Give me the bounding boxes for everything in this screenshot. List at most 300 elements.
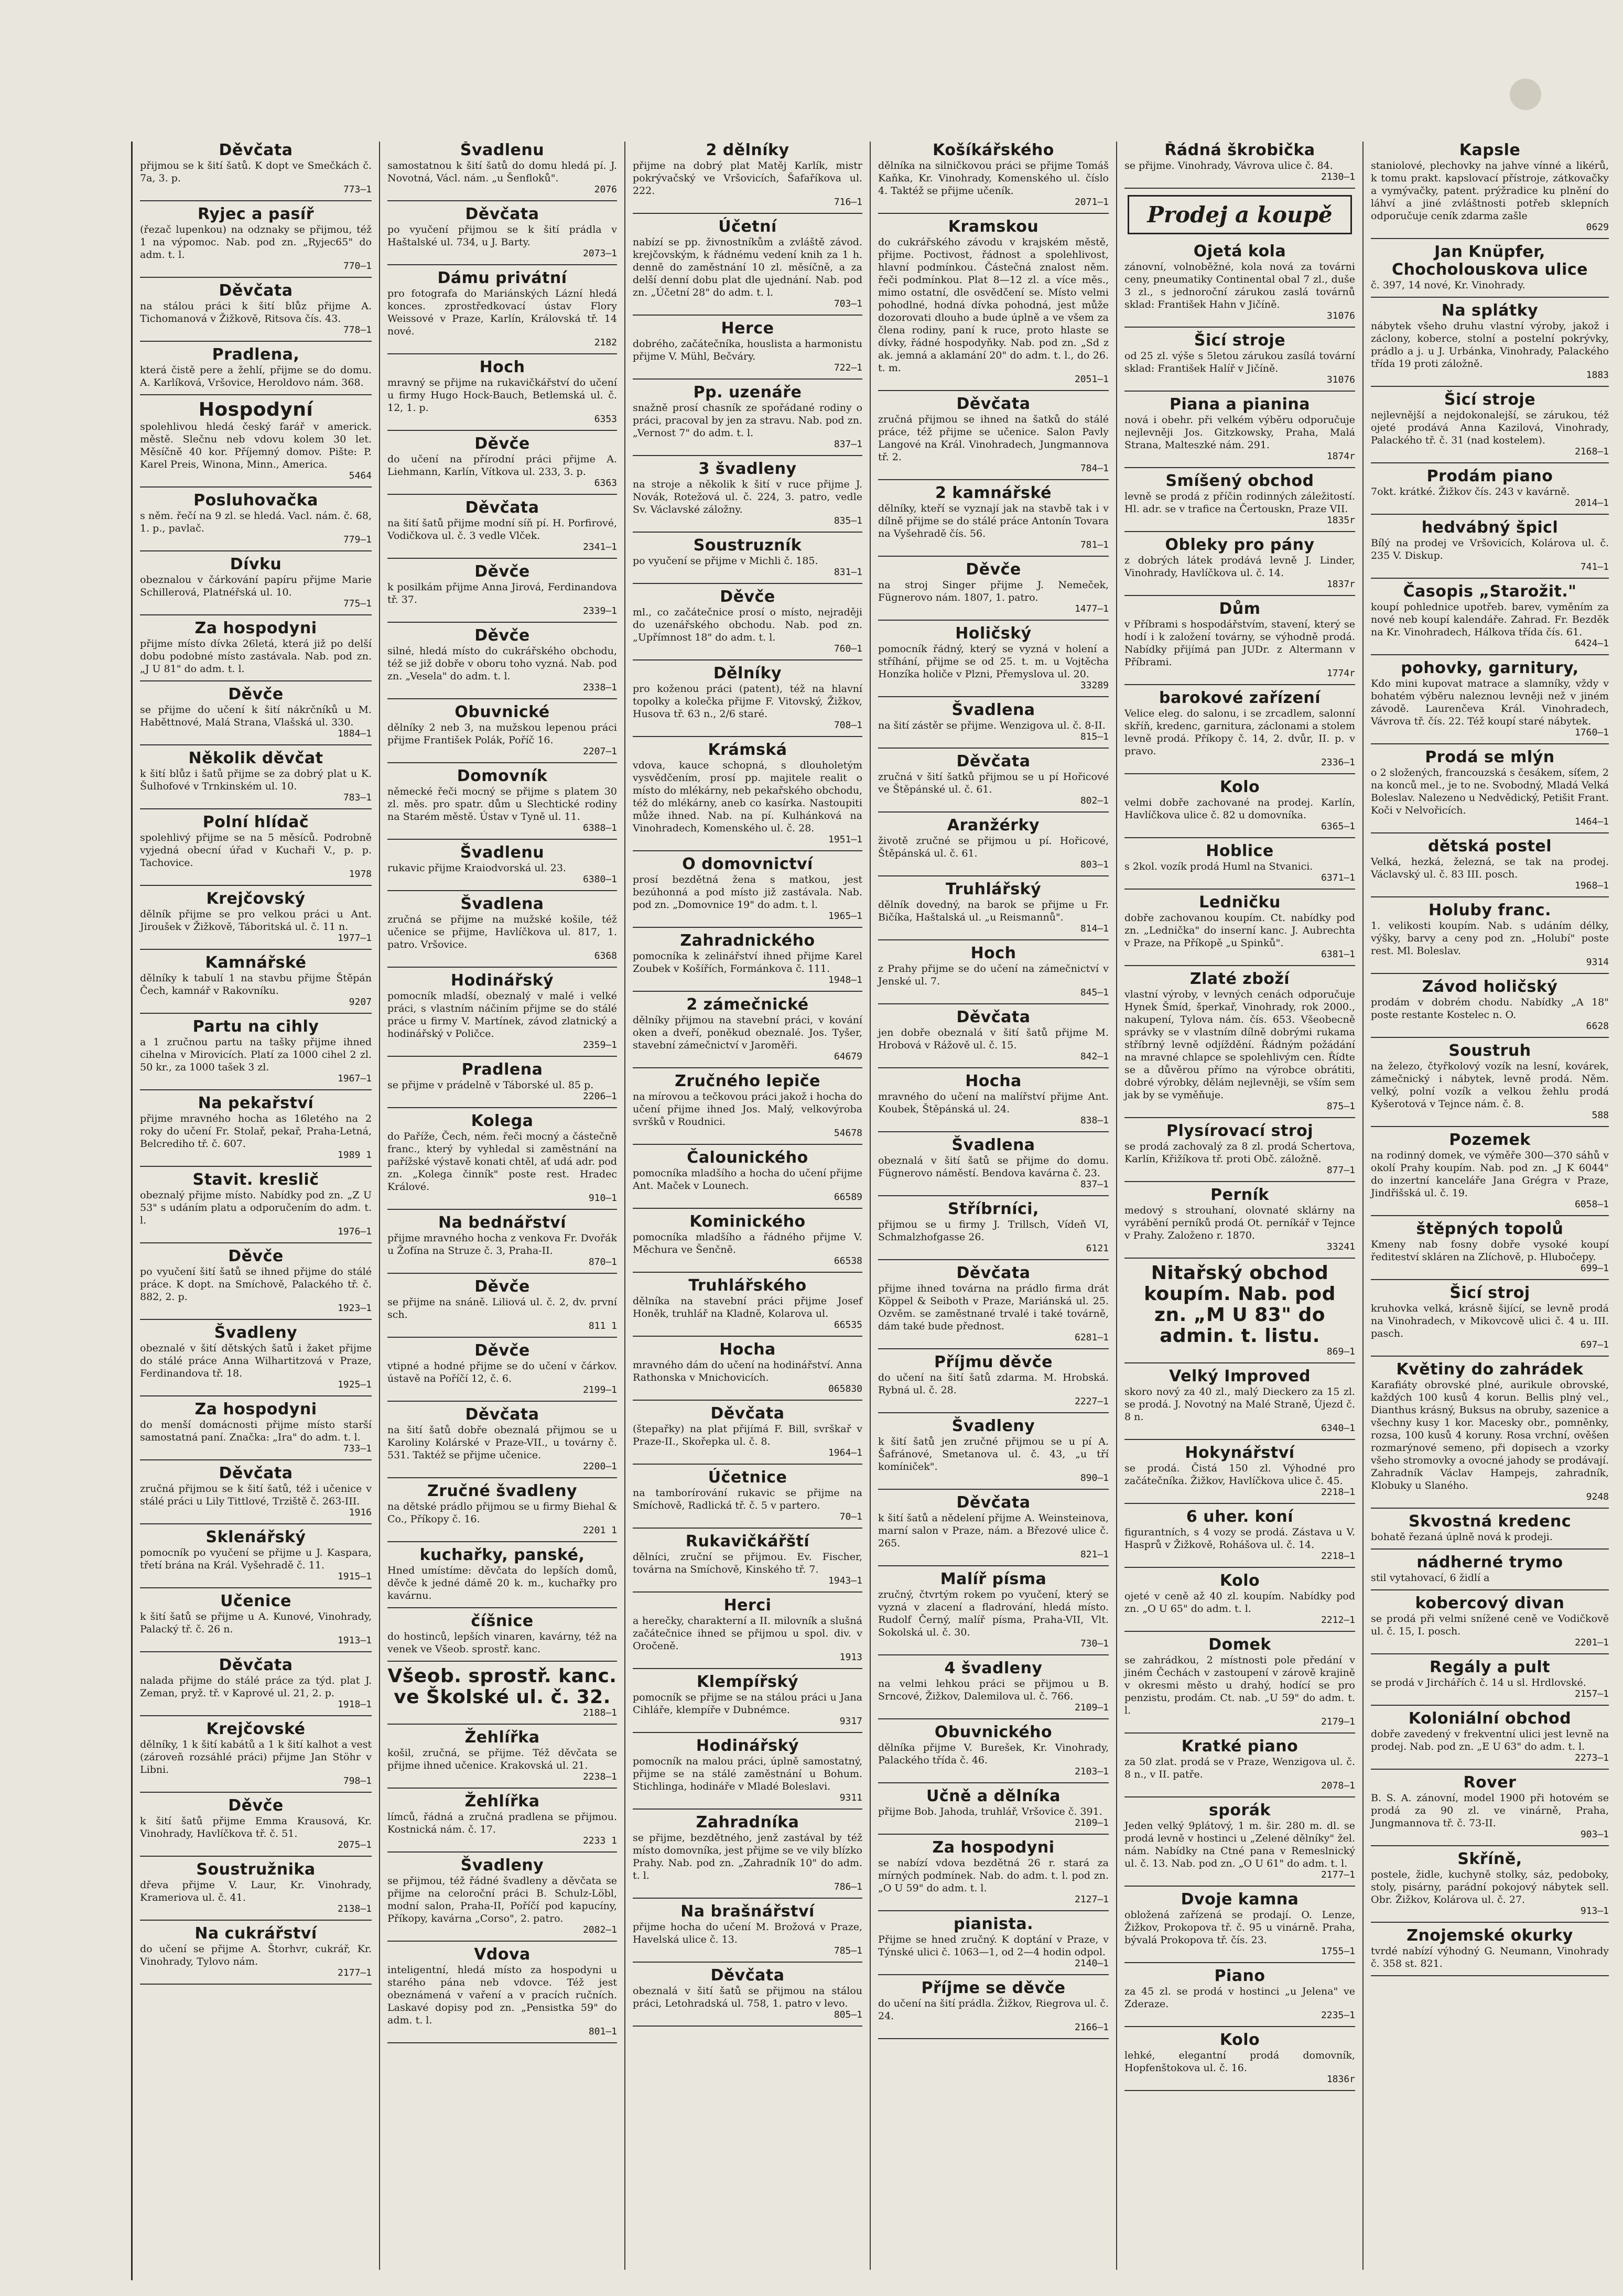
classified-ad: [878, 1915, 1109, 1969]
classified-ad: [1371, 838, 1609, 891]
ad-code: 9314: [1586, 957, 1609, 968]
ad-code: 2138—1: [337, 1903, 372, 1914]
classified-ad: [1371, 1284, 1609, 1350]
ad-heading: Obleky pro pány: [1165, 536, 1315, 554]
ad-divider: [1371, 297, 1609, 298]
classified-ad: [387, 1857, 617, 1935]
classified-ad: [1371, 1595, 1609, 1648]
ad-text: prosí bezdětná žena s matkou, jest bezúhonná a pod místo již zastávala. Nab. pod zn. „Domovnice 19" do adm. t. l.: [633, 874, 862, 911]
ad-divider: [1124, 2026, 1355, 2027]
ad-divider: [387, 494, 617, 495]
ad-divider: [1371, 654, 1609, 655]
ad-code: 6371—1: [1321, 872, 1355, 883]
ad-code: 1978: [349, 869, 372, 880]
ad-heading: Děvčata: [465, 205, 539, 223]
ad-heading: Kolo: [1219, 1572, 1260, 1590]
classified-ad: [878, 881, 1109, 934]
ad-divider: [387, 430, 617, 431]
ad-divider: [1124, 889, 1355, 890]
ad-divider: [633, 1336, 862, 1337]
ad-heading: Truhlářský: [945, 880, 1042, 898]
classified-ad: [633, 1533, 862, 1586]
classified-ad: [140, 142, 372, 195]
classified-ad: [387, 972, 617, 1050]
ad-divider: [1124, 1631, 1355, 1632]
ad-text: vdova, kauce schopná, s dlouholetým vysvědčením, prosí pp. majitele realit o místo do mlékárny, neb pekařského obchodu, též do mlékárny, aneb co kasírka. Nastoupiti může ihned. Nab. na pí. Kulhánková na Vinohradech, Komenského ul. č. 28.: [633, 760, 862, 834]
classified-ad: [878, 1136, 1109, 1190]
classified-ad: [1124, 689, 1355, 768]
classified-ad: [1124, 1122, 1355, 1176]
ad-code: 814—1: [1080, 923, 1109, 934]
ad-divider: [387, 1607, 617, 1608]
classified-ad: [633, 1073, 862, 1139]
ad-code: 6368: [594, 950, 617, 961]
classified-ad: [387, 895, 617, 961]
ad-heading: Domek: [1208, 1636, 1271, 1654]
ad-divider: [878, 620, 1109, 621]
ad-text: dělník dovedný, na barok se přijme u Fr. Bičíka, Haštalská ul. „u Reismannů".: [878, 899, 1109, 923]
classified-ad: [633, 665, 862, 731]
ad-text: dobře zavedený v frekventní ulici jest levně na prodej. Nab. pod zn. „E U 63" do adm. t. l.: [1371, 1728, 1609, 1752]
ad-divider: [633, 1067, 862, 1068]
ad-text: přijme na dobrý plat Matěj Karlík, mistr pokrývačský ve Vršovicích, Šafaříkova ul. 222.: [633, 160, 862, 197]
ad-code: 903—1: [1580, 1829, 1609, 1840]
ad-divider: [633, 532, 862, 533]
ad-heading: Na splátky: [1441, 301, 1539, 320]
ad-code: 2238—1: [582, 1771, 617, 1782]
ad-code: 66535: [834, 1319, 862, 1330]
ad-heading: Skříně,: [1457, 1850, 1522, 1868]
ad-heading: Plysírovací stroj: [1166, 1122, 1314, 1140]
ad-divider: [387, 353, 617, 354]
ad-text: pomocníka k zelinářství ihned přijme Karel Zoubek v Košířích, Formánkova č. 111.: [633, 950, 862, 974]
ad-text: ojeté v ceně až 40 zl. koupím. Nabídky pod zn. „O U 65" do adm. t. l.: [1124, 1590, 1355, 1615]
ad-code: 2273—1: [1574, 1752, 1609, 1763]
ad-heading: Soustružnika: [196, 1860, 316, 1879]
ad-divider: [140, 486, 372, 488]
ad-text: dělníka na stavební práci přijme Josef Honěk, truhlář na Kladně, Kolarova ul.: [633, 1295, 862, 1319]
ad-divider: [633, 1591, 862, 1593]
ad-heading: Sklenářský: [205, 1528, 306, 1546]
ad-code: 1760—1: [1574, 727, 1609, 738]
ad-heading: Košíkářského: [933, 142, 1054, 159]
ad-code: 1836r: [1326, 2074, 1355, 2085]
ad-divider: [878, 556, 1109, 557]
ad-divider: [387, 622, 617, 623]
ad-code: 2201 1: [582, 1525, 617, 1536]
ad-code: 5464: [349, 470, 372, 481]
ad-divider: [633, 1208, 862, 1209]
ad-text: životě zručné se přijmou u pí. Hořicové, Štěpánská ul. č. 61.: [878, 835, 1109, 859]
ad-divider: [1124, 1117, 1355, 1118]
ad-code: 2109—1: [1074, 1817, 1109, 1828]
ad-heading: Děvče: [474, 435, 530, 453]
ad-divider: [1371, 973, 1609, 974]
ad-divider: [140, 1089, 372, 1090]
ad-heading: Ledničku: [1199, 893, 1281, 912]
ad-divider: [140, 1319, 372, 1320]
classified-ad: [1371, 1042, 1609, 1121]
ad-text: na stálou práci k šití blůz přijme A. Tichomanová v Žižkově, Ritsova čís. 43.: [140, 300, 372, 324]
ad-code: 784—1: [1080, 463, 1109, 474]
ad-heading: Čalounického: [687, 1149, 808, 1167]
classified-ad: [633, 1277, 862, 1330]
ad-code: 730—1: [1080, 1638, 1109, 1649]
ad-divider: [878, 939, 1109, 940]
classified-ad: [1124, 332, 1355, 385]
classified-ad: [1124, 970, 1355, 1112]
classified-ad: [633, 142, 862, 208]
ad-text: medový s strouhaní, olovnaté sklárny na vyrábění perníků prodá Ot. perníkář v Tejnce v Prahy. Založeno r. 1870.: [1124, 1205, 1355, 1241]
ad-heading: 2 kamnářské: [935, 484, 1052, 502]
classified-ad: [633, 1341, 862, 1394]
ad-heading: Jan Knüpfer, Chocholouskova ulice: [1392, 243, 1588, 279]
ad-divider: [140, 1587, 372, 1588]
classified-ad: [1124, 1891, 1355, 1957]
ad-text: prodám v dobrém chodu. Nabídky „A 18" poste restante Kostelec n. O.: [1371, 997, 1609, 1021]
ad-text: pomocník se přijme se na stálou práci u Jana Cihláře, klempíře v Dubnémce.: [633, 1692, 862, 1716]
ad-heading: štěpných topolů: [1416, 1220, 1564, 1238]
classified-ad: [387, 1214, 617, 1268]
classified-ad: [878, 1571, 1109, 1649]
classified-ad: [1124, 2031, 1355, 2085]
classified-ad: [1124, 894, 1355, 960]
ad-code: 1916: [349, 1507, 372, 1518]
classified-ad: [1371, 978, 1609, 1032]
ad-code: 798—1: [343, 1775, 372, 1786]
ad-text: figurantních, s 4 vozy se prodá. Zástava u V. Hasprů v Žižkově, Rohášova ul. č. 14.: [1124, 1526, 1355, 1551]
ad-text: od 25 zl. výše s 5letou zárukou zasílá tovární sklad: František Halíř v Jičíně.: [1124, 350, 1355, 374]
ad-text: nabízí se pp. živnostníkům a zvláště závod. krejčovským, k řádnému vedení knih za 1 h. denně do zaměstnání 10 zl. měsíčně, a za delší denní dobu plat dle ujednání. Nab. pod zn. „Účetní 28" do adm. t. l.: [633, 236, 862, 298]
ad-divider: [633, 850, 862, 851]
ad-text: do učení na přírodní práci přijme A. Liehmann, Karlín, Vítkova ul. 233, 3. p.: [387, 453, 617, 478]
ad-divider: [878, 875, 1109, 876]
ad-text: zručná přijmou se k šití šatů, též i učenice v stálé práci u Lily Tittlové, Trziště č. 263-III.: [140, 1483, 372, 1507]
ad-code: 6340—1: [1321, 1423, 1355, 1434]
ad-text: o 2 složených, francouzská s česákem, síťem, 2 na konců mel., je to ne. Svobodný, Mladá Velká Boleslav. Nalezeno u Nedvědický, Petišit Frant. Koči v Nelvořicích.: [1371, 767, 1609, 816]
ad-code: 781—1: [1080, 539, 1109, 550]
ad-text: Karafiáty obrovské plné, aurikule obrovské, každých 100 kusů 4 korun. Bellis plný vel., Dianthus krásný, Buksus na obruby, sazenice a všechny kusy 1 kor. Macesky obr., pomněnky, rozsa, 100 kusů 4 koruny. Rosa vrchní, ověšen rozmarýnové semeno, při dopisech a vzorky všeho stromovky a ovocné jahody se prodávají. Zahradník Václav Hampejs, zahradník, Klobuky u Slaného.: [1371, 1379, 1609, 1491]
ad-text: německé řeči mocný se přijme s platem 30 zl. měs. pro spatr. dům u Slechtické rodiny na Starém městě. Ústav v Tyně ul. 11.: [387, 786, 617, 822]
ad-text: dělníky, kteří se vyznají jak na stavbě tak i v dílně přijme se do stálé práce Antonín Tovara na Vyšehradě čís. 56.: [878, 503, 1109, 539]
ad-heading: Děvčata: [956, 1008, 1031, 1026]
ad-code: 1464—1: [1574, 816, 1609, 827]
ad-heading: Zahradníka: [696, 1813, 799, 1832]
ad-text: 7okt. krátké. Žižkov čís. 243 v kavárně.: [1371, 486, 1570, 497]
ad-heading: kobercový divan: [1415, 1594, 1565, 1612]
ad-code: 1967—1: [337, 1073, 372, 1084]
ad-divider: [387, 890, 617, 891]
ad-code: 2130—1: [1321, 171, 1355, 182]
ad-divider: [1371, 1769, 1609, 1770]
ad-heading: Děvčata: [219, 142, 293, 159]
ad-divider: [633, 927, 862, 928]
ad-divider: [140, 341, 372, 342]
ad-divider: [1124, 1567, 1355, 1568]
ad-text: na velmi lehkou práci se přijmou u B. Srncové, Žižkov, Dalemilova ul. č. 766.: [878, 1678, 1109, 1702]
ad-text: se prodá při velmi snížené ceně ve Vodičkově ul. č. 15, I. posch.: [1371, 1613, 1609, 1637]
ad-code: 815—1: [1080, 731, 1109, 742]
ad-heading: Příjmu děvče: [934, 1353, 1053, 1371]
ad-code: 2212—1: [1321, 1615, 1355, 1626]
page-corner: [1510, 79, 1541, 110]
ad-code: 1477—1: [1074, 603, 1109, 614]
ad-code: 1837r: [1326, 579, 1355, 590]
ad-text: 1. velikosti koupím. Nab. s udáním délky, výšky, barvy a ceny pod zn. „Holubí" poste rest. Ml. Boleslav.: [1371, 920, 1609, 957]
classified-ad: [878, 1264, 1109, 1343]
ad-heading: Kominického: [689, 1212, 806, 1231]
ad-heading: Zručného lepiče: [675, 1072, 820, 1090]
ad-text: zručný, čtvrtým rokem po vyučení, který se vyzná v zlacení a fladrování, hledá místo. Rudolf Černý, malíř písma, Praha-VII, Vlt. Sokolská ul. č. 30.: [878, 1589, 1109, 1638]
ad-text: obeznalá v šití šatů se přijme do domu. Fügnerovo náměstí. Bendova kavárna č. 23.: [878, 1155, 1109, 1179]
ad-divider: [633, 1962, 862, 1963]
ad-text: přijme Bob. Jahoda, truhlář, Vršovice č. 391.: [878, 1806, 1102, 1817]
ad-text: dělníky k tabulí 1 na stavbu přijme Štěpán Čech, kamnář v Rakovníku.: [140, 972, 372, 997]
ad-text: dělníky, 1 k šití kabátů a 1 k šití kalhot a vest (zároveň rozsáhlé práci) přijme Jan Stöhr v Libni.: [140, 1739, 372, 1775]
ad-divider: [878, 1834, 1109, 1835]
ad-divider: [878, 390, 1109, 391]
ad-heading: Děvče: [966, 560, 1021, 579]
ad-heading: Děvčata: [219, 1464, 293, 1482]
ad-heading: sporák: [1209, 1801, 1271, 1820]
ad-divider: [387, 1851, 617, 1853]
ad-divider: [140, 680, 372, 681]
ad-text: přijme místo dívka 26letá, která již po delší dobu podobné místo zastávala. Nab. pod zn. „J U 81" do adm. t. l.: [140, 638, 372, 675]
ad-text: do menší domácnosti přijme místo starší samostatná paní. Značka: „Ira" do adm. t. l.: [140, 1419, 372, 1443]
ad-divider: [1124, 327, 1355, 328]
classified-ad: [878, 1839, 1109, 1905]
ad-text: k šití blůz i šatů přijme se za dobrý plat u K. Šulhofové v Trnkinském ul. 10.: [140, 768, 372, 792]
ad-code: 2179—1: [1321, 1716, 1355, 1727]
ad-divider: [387, 1209, 617, 1210]
ad-heading: Hospodyní: [198, 399, 313, 420]
ad-divider: [1124, 837, 1355, 838]
ad-text: se nabízí vdova bezdětná 26 r. stará za mírných podmínek. Nab. do adm. t. l. pod zn. „O U 59" do adm. t. l.: [878, 1857, 1109, 1894]
ad-divider: [878, 1259, 1109, 1260]
ad-divider: [1371, 1922, 1609, 1923]
classified-ad: [387, 1342, 617, 1395]
classified-ad: [1371, 468, 1609, 508]
ad-heading: nádherné trymo: [1416, 1553, 1563, 1572]
ad-text: rukavic přijme Kraiodvorská ul. 23.: [387, 862, 566, 874]
ad-code: 2207—1: [582, 746, 617, 757]
ad-code: 775—1: [343, 598, 372, 609]
ad-code: 2051—1: [1074, 374, 1109, 385]
ad-text: a herečky, charakterní a II. milovník a slušná začátečnice ihned se přijmou u spol. div. v Oročeně.: [633, 1615, 862, 1652]
ad-divider: [140, 1792, 372, 1793]
ad-divider: [1124, 773, 1355, 774]
classified-ad: [1124, 1444, 1355, 1498]
classified-ad: [633, 1213, 862, 1266]
classified-ad: [140, 1529, 372, 1582]
ad-text: Velká, hezká, železná, se tak na prodej. Václavský ul. č. 83 III. posch.: [1371, 856, 1609, 880]
ad-heading: Malíř písma: [940, 1570, 1047, 1588]
ad-heading: Žehlířka: [464, 1792, 540, 1811]
ad-code: 1883: [1586, 370, 1609, 381]
ad-divider: [140, 1920, 372, 1921]
ad-divider: [633, 583, 862, 584]
ad-text: Kmeny nab fosny dobře vysoké koupí řediteství skláren na Zlíchově, p. Hlubočepy.: [1371, 1239, 1609, 1263]
ad-divider: [633, 1400, 862, 1401]
classified-ad: [140, 282, 372, 335]
ad-divider: [878, 479, 1109, 480]
ad-divider: [878, 1565, 1109, 1566]
ad-text: na tamborírování rukavic se přijme na Smíchově, Radlická tř. č. 5 v partero.: [633, 1487, 862, 1511]
ad-heading: Hokynářství: [1185, 1444, 1295, 1462]
ad-text: k posilkám přijme Anna Jirová, Ferdinandova tř. 37.: [387, 581, 617, 605]
ad-text: pomocník po vyučení se přijme u J. Kaspara, třetí brána na Král. Vyšehradě č. 11.: [140, 1547, 372, 1571]
ad-heading: Hodinářský: [450, 971, 554, 990]
ad-divider: [878, 1910, 1109, 1911]
ad-text: k šití šatů jen zručné přijmou se u pí A. Šafránové, Smetanova ul. č. 43, „u tří komíniček".: [878, 1436, 1109, 1472]
ad-code: 6380—1: [582, 874, 617, 885]
ad-text: (řezač lupenkou) na odznaky se přijmou, též 1 na výpomoc. Nab. pod zn. „Ryjec65" do adm. t. l.: [140, 224, 372, 261]
ad-divider: [387, 1477, 617, 1478]
ad-code: 1976—1: [337, 1226, 372, 1237]
ad-code: 703—1: [834, 298, 862, 309]
ad-heading: Za hospodyni: [194, 1400, 317, 1418]
ad-text: dělníka přijme V. Burešek, Kr. Vinohrady, Palackého třída č. 46.: [878, 1742, 1109, 1766]
classified-ad: [1371, 1554, 1609, 1584]
ad-divider: [1124, 2090, 1355, 2091]
ad-divider: [1371, 1705, 1609, 1706]
ad-heading: Děvčata: [219, 281, 293, 300]
ad-heading: číšnice: [471, 1612, 534, 1630]
ad-divider: [1371, 578, 1609, 579]
ad-heading: Děvče: [474, 1341, 530, 1360]
ad-divider: [387, 1541, 617, 1542]
ad-code: 065830: [828, 1383, 862, 1394]
classified-ad: [387, 703, 617, 757]
ad-text: spolehlivou hledá český farář v americk. městě. Slečnu neb vdovu kolem 30 let. Měsíčně 40 kor. Příjemný domov. Pište: P. Karel Preis, Winona, Minn., America.: [140, 421, 372, 470]
ad-code: 2218—1: [1321, 1551, 1355, 1562]
classified-ad: [387, 1061, 617, 1102]
ad-code: 708—1: [834, 720, 862, 731]
ad-divider: [878, 1654, 1109, 1655]
classified-ad: [878, 142, 1109, 208]
ad-code: 2071—1: [1074, 197, 1109, 208]
ad-text: pomocník mladší, obeznalý v malé i velké práci, s vlastním náčiním přijme se do stálé práce u firmy V. Martínek, závod zlatnický a hodinářský v Poličce.: [387, 990, 617, 1039]
ad-heading: Učně a dělníka: [926, 1787, 1061, 1805]
classified-ad: [1124, 142, 1355, 182]
ad-heading: Květiny do zahrádek: [1396, 1360, 1584, 1379]
ad-heading: Učenice: [220, 1592, 291, 1610]
ad-code: 913—1: [1580, 1905, 1609, 1916]
ad-text: s 2kol. vozík prodá Huml na Stvanici.: [1124, 861, 1313, 872]
classified-ad: [387, 269, 617, 348]
classified-ad: [387, 359, 617, 425]
ad-divider: [878, 1412, 1109, 1413]
ad-heading: Hoch: [479, 358, 525, 376]
ad-code: 66589: [834, 1192, 862, 1203]
ad-text: dělníci, zruční se přijmou. Ev. Fischer, továrna na Smíchově, Kinského tř. 7.: [633, 1551, 862, 1575]
ad-text: se přijme do učení k šití nákrčníků u M. Haběttnové, Malá Strana, Vlašská ul. 330.: [140, 704, 372, 728]
ad-code: 2014—1: [1574, 497, 1609, 508]
ad-divider: [1124, 1732, 1355, 1734]
ad-text: z dobrých látek prodává levně J. Linder, Vinohrady, Havlíčkova ul. č. 14.: [1124, 555, 1355, 579]
ad-code: 837—1: [834, 439, 862, 450]
ad-text: k šití šatů a nědelení přijme A. Weinsteinova, marní salon v Praze, nám. a Březové ulice č. 265.: [878, 1512, 1109, 1549]
ad-code: 845—1: [1080, 987, 1109, 998]
ad-code: 1925—1: [337, 1379, 372, 1390]
ad-divider: [387, 264, 617, 265]
ad-text: přijmou se k šití šatů. K dopt ve Smečkách č. 7a, 3. p.: [140, 160, 372, 184]
ad-heading: Ryjec a pasíř: [197, 205, 314, 223]
ad-heading: Obuvnické: [455, 703, 550, 721]
ad-code: 1989 1: [337, 1150, 372, 1161]
ad-code: 1884—1: [337, 728, 372, 739]
ad-code: 722—1: [834, 362, 862, 373]
ad-text: na šití zástěr se přijme. Wenzigova ul. č. 8-II.: [878, 720, 1106, 731]
ad-code: 1923—1: [337, 1303, 372, 1314]
ad-heading: Děvče: [228, 685, 284, 703]
classified-ad: [1124, 1636, 1355, 1727]
classified-ad: [878, 1073, 1109, 1126]
ad-text: Velice eleg. do salonu, i se zrcadlem, salonní skříň, kredenc, garnitura, záclonami a stolem levně prodá. Příkopy č. 14, 2. dvůr, II. p. v pravo.: [1124, 708, 1355, 757]
ad-heading: Hoch: [970, 944, 1016, 962]
ad-divider: [878, 696, 1109, 697]
ad-divider: [1371, 1356, 1609, 1357]
classified-ad: [1371, 1513, 1609, 1543]
classified-ad: [387, 1666, 617, 1718]
ad-heading: barokové zařízení: [1159, 689, 1321, 707]
classified-ad: [387, 1546, 617, 1602]
classified-ad: [140, 1861, 372, 1914]
classified-ad: [633, 855, 862, 922]
ad-heading: Hocha: [719, 1340, 776, 1359]
classified-ad: [633, 1673, 862, 1727]
classified-ad: [1371, 142, 1609, 233]
ad-heading: Švadleny: [460, 1856, 544, 1875]
ad-code: 2082—1: [582, 1924, 617, 1935]
ad-heading: Zručné švadleny: [427, 1482, 577, 1500]
ad-text: se přijme v prádelně v Táborské ul. 85 p.: [387, 1079, 594, 1091]
ad-divider: [878, 1131, 1109, 1132]
classified-ad: [1371, 749, 1609, 827]
ad-heading: Švadlenu: [460, 843, 545, 862]
ad-text: k šití šatů přijme Emma Krausová, Kr. Vinohrady, Havlíčkova tř. č. 51.: [140, 1815, 372, 1839]
ad-code: 2206—1: [582, 1091, 617, 1102]
ad-code: 31076: [1326, 310, 1355, 321]
classified-ad: [1371, 1850, 1609, 1916]
section-title-box: Prodej a koupě: [1128, 195, 1352, 234]
ad-divider: [387, 200, 617, 201]
column-3: [624, 142, 870, 2270]
classified-ad: [387, 1793, 617, 1846]
classified-ad: [1124, 1967, 1355, 2021]
ad-divider: [878, 811, 1109, 813]
ad-divider: [387, 839, 617, 840]
ad-code: 1918—1: [337, 1699, 372, 1710]
ad-heading: Smíšený obchod: [1165, 472, 1314, 490]
ad-text: se zahrádkou, 2 místnosti pole předání v jiném Čechách v zastoupení v zárově krajině v okresmi město u drahý, hodící se pro penzistu, prodám. Ct. nab. „U 59" do adm. t. l.: [1124, 1654, 1355, 1716]
ad-divider: [1124, 467, 1355, 468]
classified-ad: [633, 741, 862, 845]
ad-text: silné, hledá místo do cukrářského obchodu, též se již dobře v oboru toho vyzná. Nab. pod zn. „Vesela" do adm. t. l.: [387, 645, 617, 682]
ad-divider: [1124, 188, 1355, 189]
ad-divider: [387, 1661, 617, 1662]
ad-heading: Děvčata: [956, 395, 1031, 413]
ad-divider: [1371, 1653, 1609, 1654]
classified-ad: [387, 1612, 617, 1655]
ad-code: 770—1: [343, 261, 372, 272]
ad-heading: 2 zámečnické: [686, 995, 809, 1014]
ad-code: 1835r: [1326, 515, 1355, 526]
classified-ad: [1124, 1508, 1355, 1562]
ad-code: 6058—1: [1574, 1199, 1609, 1210]
classified-ad: [140, 1797, 372, 1850]
ad-heading: Rukavičkářští: [685, 1532, 810, 1551]
